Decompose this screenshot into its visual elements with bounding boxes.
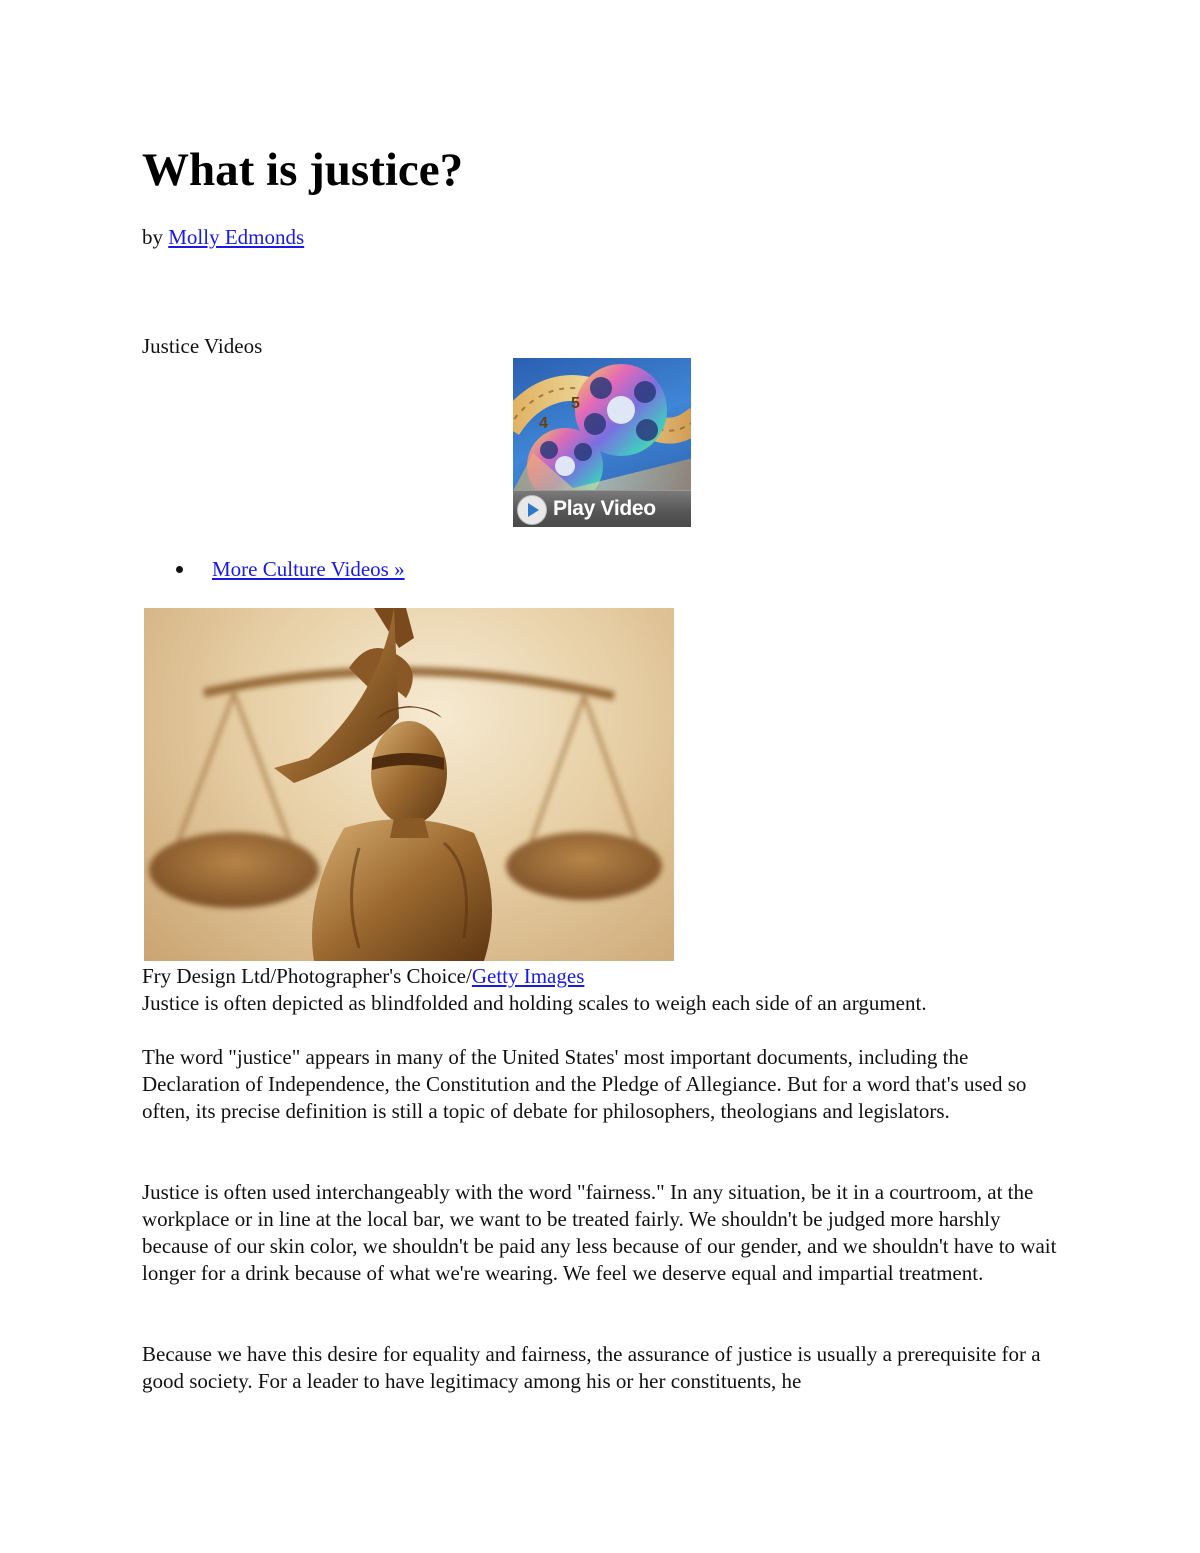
video-thumbnail[interactable]: [513, 358, 691, 527]
photo-caption-text: Justice is often depicted as blindfolded and holding scales to weigh each side of an argument.: [142, 991, 927, 1015]
bullet-icon: [176, 566, 183, 573]
article-title: What is justice?: [142, 144, 464, 196]
byline: [142, 224, 304, 250]
videos-section-label: Justice Videos: [142, 334, 263, 358]
paragraph-3: Because we have this desire for equality and fairness, the assurance of justice is usually a prerequisite for a good society. For a leader to have legitimacy among his or her constituents, he: [142, 1342, 1041, 1393]
photo-credit: [142, 963, 1062, 990]
byline-prefix: by: [142, 225, 169, 249]
photo-caption: [142, 963, 1062, 1017]
author-link[interactable]: Molly Edmonds: [168, 225, 305, 249]
film-reel-icon: [513, 358, 691, 491]
paragraph-2: Justice is often used interchangeably with the word "fairness." In any situation, be it in a courtroom, at the workplace or in line at the local bar, we want to be treated fairly. We shouldn't be judged more harshly because of our skin color, we shouldn't be paid any less because of our gender, and we shouldn't have to wait longer for a drink because of what we're wearing. We feel we deserve equal and impartial treatment.: [142, 1180, 1057, 1285]
thumbnail-number-5: 5: [571, 395, 580, 412]
lady-justice-image: [144, 608, 674, 961]
lady-justice-photo: [144, 608, 674, 961]
thumbnail-number-4: 4: [539, 415, 548, 432]
more-culture-videos-link[interactable]: More Culture Videos »: [212, 557, 405, 581]
play-video-button[interactable]: [513, 490, 691, 527]
play-icon: [517, 495, 547, 525]
photo-credit-text: Fry Design Ltd/Photographer's Choice/: [142, 964, 472, 988]
list-item: [142, 556, 405, 582]
play-video-label: Play Video: [553, 497, 656, 520]
video-links-list: [142, 556, 405, 582]
paragraph-1: The word "justice" appears in many of the United States' most important documents, including the Declaration of Independence, the Constitution and the Pledge of Allegiance. But for a word that's used so often, its precise definition is still a topic of debate for philosophers, theologians and legislators.: [142, 1045, 1027, 1123]
getty-images-link[interactable]: Getty Images: [471, 964, 585, 988]
